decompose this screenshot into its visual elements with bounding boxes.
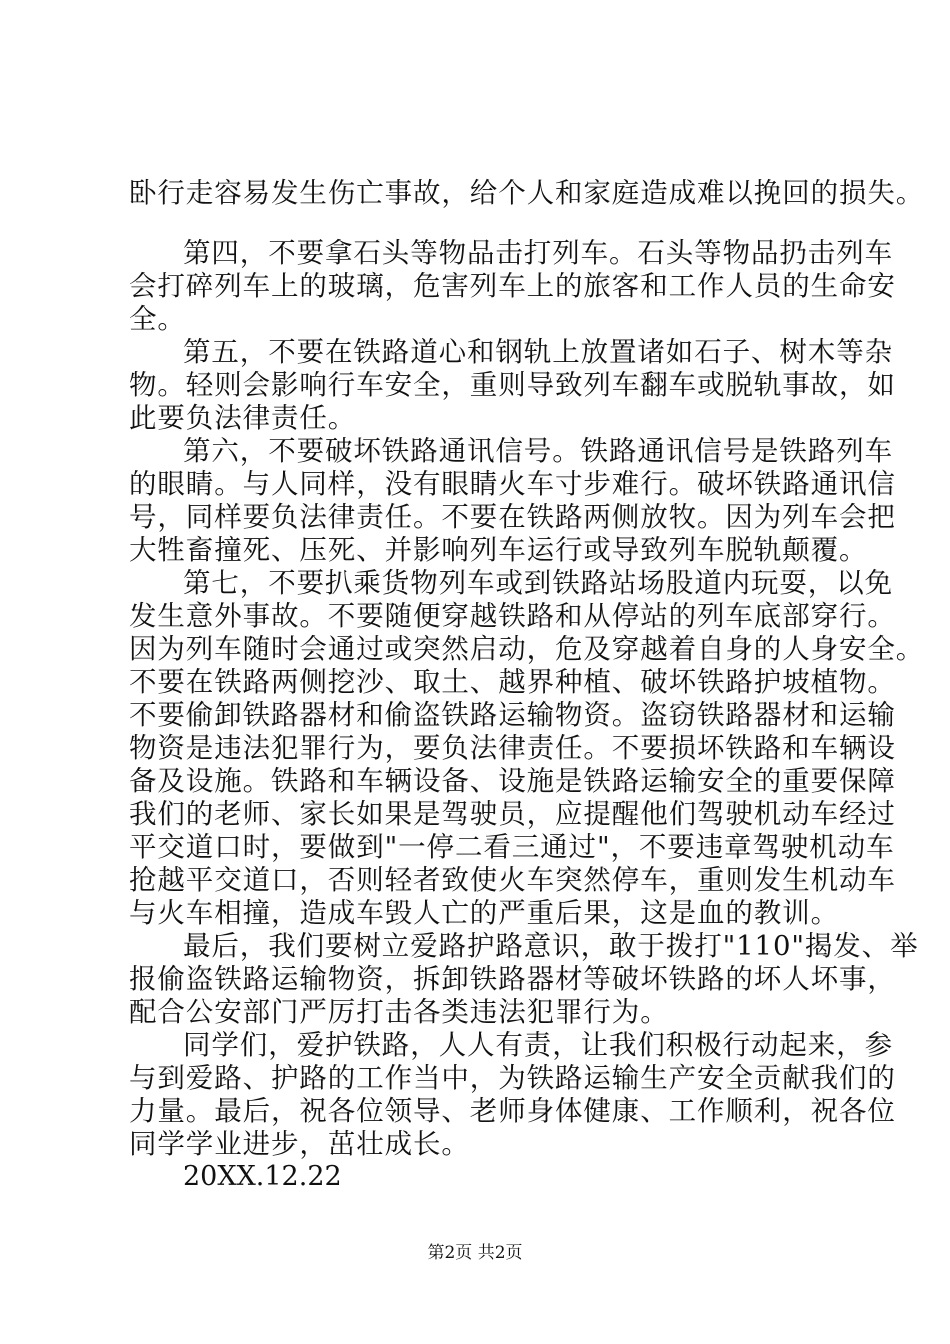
text-line: 备及设施。铁路和车辆设备、设施是铁路运输安全的重要保障 (129, 765, 896, 797)
page-footer: 第2页 共2页 (427, 1243, 523, 1263)
text-line: 第四，不要拿石头等物品击打列车。石头等物品扔击列车 (183, 237, 893, 269)
text-line: 第五，不要在铁路道心和钢轨上放置诸如石子、树木等杂 (183, 336, 893, 368)
text-line: 报偷盗铁路运输物资，拆卸铁路器材等破坏铁路的坏人坏事， (129, 963, 896, 995)
text-line: 此要负法律责任。 (129, 402, 357, 434)
text-line: 大牲畜撞死、压死、并影响列车运行或导致列车脱轨颠覆。 (129, 534, 868, 566)
text-line: 与到爱路、护路的工作当中，为铁路运输生产安全贡献我们的 (129, 1062, 896, 1094)
text-line: 号，同样要负法律责任。不要在铁路两侧放牧。因为列车会把 (129, 501, 896, 533)
text-line: 与火车相撞，造成车毁人亡的严重后果，这是血的教训。 (129, 897, 839, 929)
text-line: 不要偷卸铁路器材和偷盗铁路运输物资。盗窃铁路器材和运输 (129, 699, 896, 731)
text-line: 物。轻则会影响行车安全，重则导致列车翻车或脱轨事故，如 (129, 369, 896, 401)
text-line: 我们的老师、家长如果是驾驶员，应提醒他们驾驶机动车经过 (129, 798, 896, 830)
text-line: 不要在铁路两侧挖沙、取土、越界种植、破坏铁路护坡植物。 (129, 666, 896, 698)
text-line: 全。 (129, 303, 186, 335)
text-line: 第七，不要扒乘货物列车或到铁路站场股道内玩耍，以免 (183, 567, 893, 599)
text-line: 卧行走容易发生伤亡事故，给个人和家庭造成难以挽回的损失。 (129, 177, 925, 209)
text-line: 会打碎列车上的玻璃，危害列车上的旅客和工作人员的生命安 (129, 270, 896, 302)
text-line: 同学学业进步，茁壮成长。 (129, 1128, 470, 1160)
document-date: 20XX.12.22 (183, 1161, 342, 1192)
text-line: 力量。最后，祝各位领导、老师身体健康、工作顺利，祝各位 (129, 1095, 896, 1127)
text-line: 配合公安部门严厉打击各类违法犯罪行为。 (129, 996, 669, 1028)
text-line: 最后，我们要树立爱路护路意识，敢于拨打"110"揭发、举 (183, 930, 919, 962)
text-line: 的眼睛。与人同样，没有眼睛火车寸步难行。破坏铁路通讯信 (129, 468, 896, 500)
text-line: 发生意外事故。不要随便穿越铁路和从停站的列车底部穿行。 (129, 600, 896, 632)
text-line: 抢越平交道口，否则轻者致使火车突然停车，重则发生机动车 (129, 864, 896, 896)
text-line: 因为列车随时会通过或突然启动，危及穿越着自身的人身安全。 (129, 633, 925, 665)
text-line: 同学们，爱护铁路，人人有责，让我们积极行动起来，参 (183, 1029, 893, 1061)
text-line: 第六，不要破坏铁路通讯信号。铁路通讯信号是铁路列车 (183, 435, 893, 467)
text-line: 物资是违法犯罪行为，要负法律责任。不要损坏铁路和车辆设 (129, 732, 896, 764)
text-line: 平交道口时，要做到"一停二看三通过"，不要违章驾驶机动车 (129, 831, 895, 863)
